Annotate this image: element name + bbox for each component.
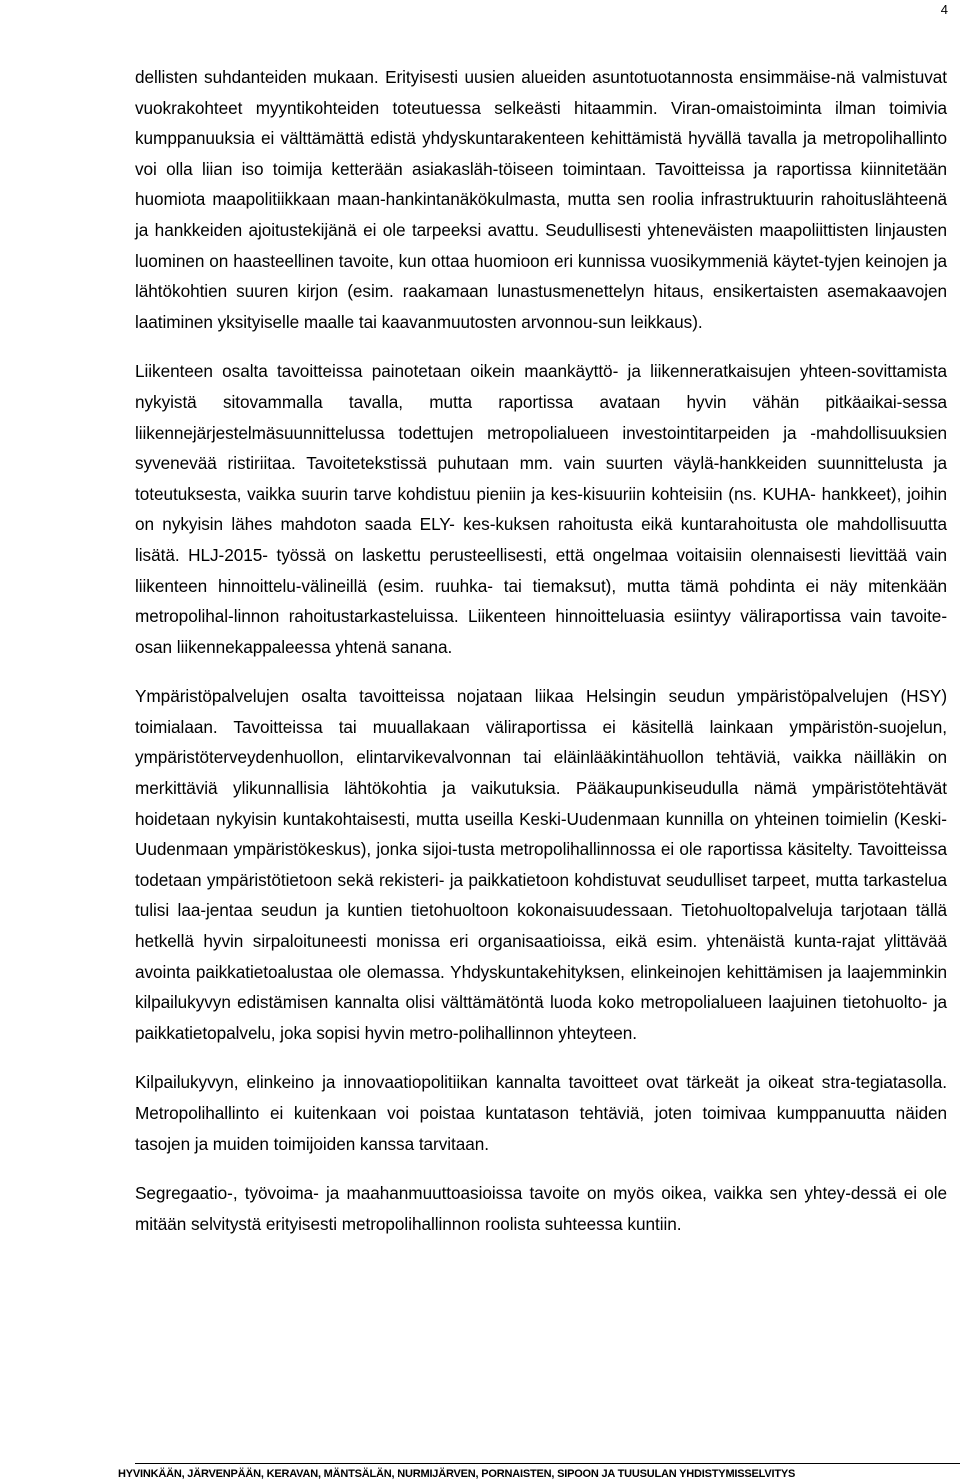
page-number: 4 bbox=[940, 2, 948, 17]
footer-divider bbox=[135, 1463, 960, 1464]
paragraph-environment: Ympäristöpalvelujen osalta tavoitteissa nojataan liikaa Helsingin seudun ympäristöpalvelujen (HSY) toimialaan. Tavoitteissa tai muuallakaan väliraportissa ei käsitellä lainkaan ympäristön-suojelun, ympäristöterveydenhuollon, elintarvikevalvonnan tai eläinlääkintähuollon tehtäviä, vaikka näilläkin on merkittäviä ylikunnallisia lähtökohtia ja vaikutuksia. Pääkaupunkiseudulla nämä ympäristötehtävät hoidetaan nykyisin kuntakohtaisesti, mutta useilla Keski-Uudenmaan kunnilla on yhteinen toimielin (Keski-Uudenmaan ympäristökeskus), jonka sijoi-tusta metropolihallinnossa ei ole raportissa käsitelty. Tavoitteissa todetaan ympäristötietoon sekä rekisteri- ja paikkatietoon kohdistuvat seudulliset tarpeet, mutta tarkastelua tulisi laa-jentaa seudun ja kuntien tietohuoltoon kokonaisuudessaan. Tietohuoltopalveluja tarjotaan tällä hetkellä hyvin sirpaloituneesti monissa eri organisaatioissa, eikä esim. yhtenäistä kunta-rajat ylittävää avointa paikkatietoalustaa ole olemassa. Yhdyskuntakehityksen, elinkeinojen kehittämisen ja laajemminkin kilpailukyvyn edistämisen kannalta olisi välttämätöntä luoda koko metropolialueen laajuinen tietohuolto- ja paikkatietopalvelu, joka sopisi hyvin metro-polihallinnon yhteyteen. bbox=[135, 686, 947, 1043]
paragraph-traffic: Liikenteen osalta tavoitteissa painotetaan oikein maankäyttö- ja liikenneratkaisujen yhteen-sovittamista nykyistä sitovammalla tavalla, mutta raportissa avataan hyvin vähän pitkäaikai-sessa liikennejärjestelmäsuunnittelussa todettujen metropolialueen investointitarpeiden ja -mahdollisuuksien syvenevää ristiriitaa. Tavoitetekstissä puhutaan mm. vain suurten väylä-hankkeiden suunnittelusta ja toteutuksesta, vaikka suurin tarve kohdistuu pieniin ja kes-kisuuriin kohteisiin (ns. KUHA- hankkeet), joihin on nykyisin lähes mahdoton saada ELY- kes-kuksen rahoitusta eikä kuntarahoitusta ole mahdollisuutta lisätä. HLJ-2015- työssä on laskettu perusteellisesti, että ongelmaa voitaisiin olennaisesti lievittää vain liikenteen hinnoittelu-välineillä (esim. ruuhka- tai tiemaksut), mutta tämä pohdinta ei näy mitenkään metropolihal-linnon rahoitustarkasteluissa. Liikenteen hinnoitteluasia esiintyy väliraportissa vain tavoite-osan liikennekappaleessa yhtenä sanana. bbox=[135, 361, 947, 657]
paragraph-segregation: Segregaatio-, työvoima- ja maahanmuuttoasioissa tavoite on myös oikea, vaikka sen yhtey-dessä ei ole mitään selvitystä erityisesti metropolihallinnon roolista suhteessa kuntiin. bbox=[135, 1183, 947, 1234]
footer-text: HYVINKÄÄN, JÄRVENPÄÄN, KERAVAN, MÄNTSÄLÄN, NURMIJÄRVEN, PORNAISTEN, SIPOON JA TUUSULAN YHDISTYMISSELVITYS bbox=[118, 1468, 796, 1480]
paragraph-competitiveness: Kilpailukyvyn, elinkeino ja innovaatiopolitiikan kannalta tavoitteet ovat tärkeät ja oikeat stra-tegiatasolla. Metropolihallinto ei kuitenkaan voi poistaa kuntatason tehtäviä, joten toimivaa kumppanuutta näiden tasojen ja muiden toimijoiden kanssa tarvitaan. bbox=[135, 1072, 947, 1154]
paragraph-land-policy: dellisten suhdanteiden mukaan. Erityisesti uusien alueiden asuntotuotannosta ensimmäise-nä valmistuvat vuokrakohteet myyntikohteiden toteutuessa selkeästi hitaammin. Viran-omaistoiminta ilman toimivia kumppanuuksia ei välttämättä edistä yhdyskuntarakenteen kehittämistä hyvällä tavalla ja metropolihallinto voi olla liian iso toimija ketterään asiakasläh-töiseen toimintaan. Tavoitteissa ja raportissa kiinnitetään huomiota maapolitiikkaan maan-hankintanäkökulmasta, mutta sen roolia infrastruktuurin rahoituslähteenä ja hankkeiden ajoitustekijänä ei ole tarpeeksi avattu. Seudullisesti yhteneväisten maapoliittisten linjausten luominen on haasteellinen tavoite, kun ottaa huomioon eri kunnissa vuosikymmeniä käytet-tyjen keinojen ja lähtökohtien suuren kirjon (esim. raakamaan lunastusmenettelyn hitaus, ensikertaisten asemakaavojen laatiminen yksityiselle maalle tai kaavanmuutosten arvonnou-sun leikkaus). bbox=[135, 67, 947, 332]
document-body bbox=[135, 62, 947, 1239]
